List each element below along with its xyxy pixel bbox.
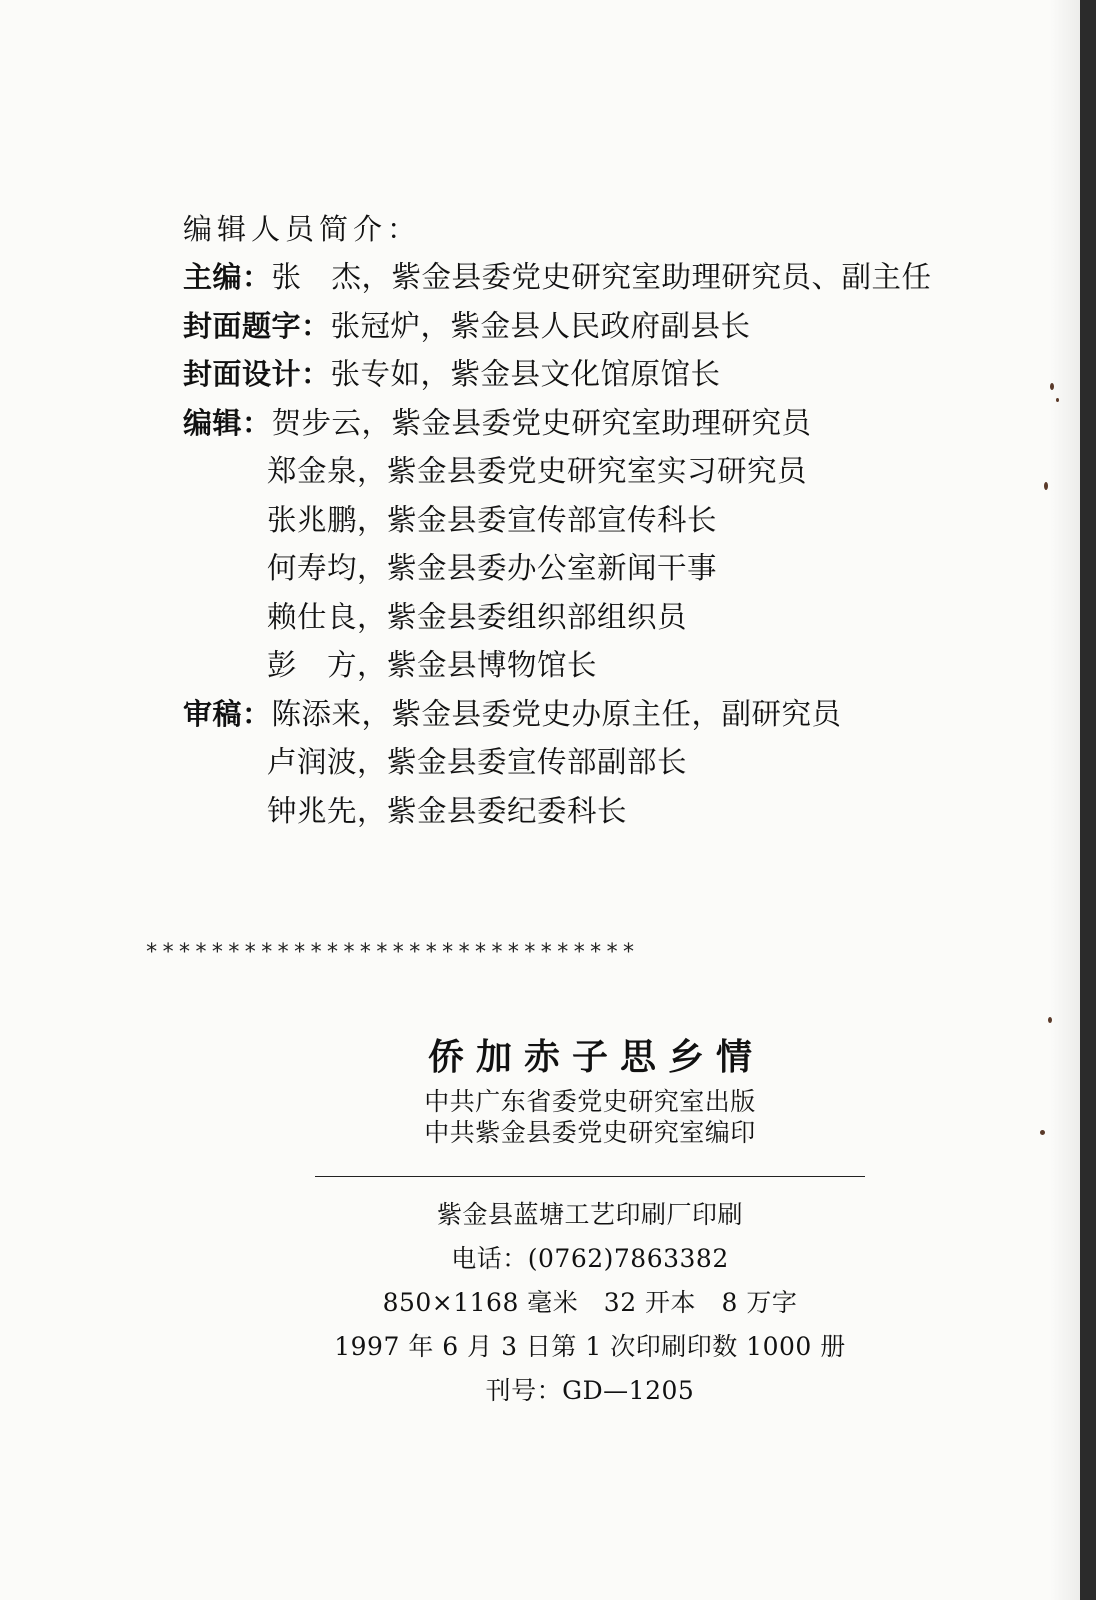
credits-heading: 编辑人员简介：	[183, 212, 422, 246]
credit-person: 彭 方，紫金县博物馆长	[267, 648, 598, 682]
compiler-line: 中共紫金县委党史研究室编印	[424, 1118, 756, 1147]
asterisk-divider: ******************************	[145, 940, 639, 965]
paper-speck	[1050, 383, 1054, 390]
credit-line	[183, 787, 1003, 836]
credit-person: 陈添来，紫金县委党史办原主任，副研究员	[271, 696, 842, 731]
credit-person: 何寿均，紫金县委办公室新闻干事	[267, 551, 718, 585]
colophon	[300, 1030, 880, 1413]
paper-speck	[1048, 1017, 1052, 1023]
credit-role: 编辑：	[183, 405, 272, 440]
credit-person: 张兆鹏，紫金县委宣传部宣传科长	[267, 502, 718, 537]
credit-line	[183, 399, 1003, 448]
credit-person: 卢润波，紫金县委宣传部副部长	[267, 745, 688, 779]
credit-line	[183, 447, 1003, 496]
credit-person: 郑金泉，紫金县委党史研究室实习研究员	[267, 454, 808, 488]
format-line: 850×1168 毫米 32 开本 8 万字	[382, 1288, 798, 1317]
credit-role: 封面题字：	[183, 308, 331, 343]
credit-line	[183, 496, 1003, 545]
editorial-credits	[183, 205, 1003, 835]
credits-list	[183, 253, 1003, 835]
credit-role: 审稿：	[183, 696, 272, 731]
credit-person: 贺步云，紫金县委党史研究室助理研究员	[271, 405, 812, 440]
credit-role: 主编：	[183, 260, 272, 294]
credit-person: 张专如，紫金县文化馆原馆长	[330, 357, 721, 391]
credit-line	[183, 690, 1003, 739]
credit-person: 张冠炉，紫金县人民政府副县长	[330, 308, 751, 343]
credit-line	[183, 641, 1003, 690]
colophon-rule	[315, 1176, 865, 1177]
credit-person: 赖仕良，紫金县委组织部组织员	[267, 599, 688, 634]
credit-line	[183, 350, 1003, 399]
phone-line: 电话：(0762)7863382	[451, 1244, 729, 1273]
credit-line	[183, 738, 1003, 787]
credit-line	[183, 544, 1003, 593]
publisher-line: 中共广东省委党史研究室出版	[424, 1087, 756, 1116]
edition-line: 1997 年 6 月 3 日第 1 次印刷印数 1000 册	[334, 1332, 846, 1361]
credit-line	[183, 593, 1003, 642]
paper-speck	[1044, 482, 1048, 490]
page-edge-shadow	[1050, 0, 1080, 1600]
credit-person: 张 杰，紫金县委党史研究室助理研究员、副主任	[271, 260, 932, 294]
credit-person: 钟兆先，紫金县委纪委科长	[267, 793, 628, 828]
book-title: 侨加赤子思乡情	[427, 1037, 764, 1078]
paper-speck	[1040, 1130, 1045, 1135]
credit-role: 封面设计：	[183, 357, 331, 391]
paper-speck	[1056, 398, 1059, 402]
printer-line: 紫金县蓝塘工艺印刷厂印刷	[436, 1200, 743, 1229]
credit-line	[183, 302, 1003, 351]
credit-line	[183, 253, 1003, 302]
serial-number-line: 刊号：GD—1205	[485, 1376, 695, 1405]
